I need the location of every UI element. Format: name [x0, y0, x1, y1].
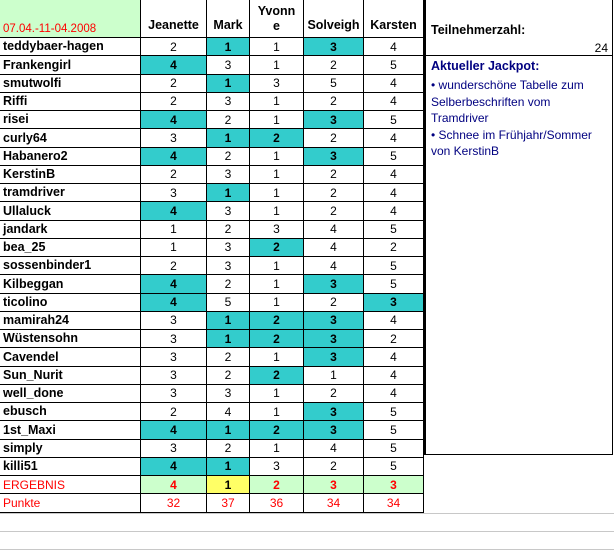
table-cell[interactable]: 5	[364, 458, 424, 476]
table-cell[interactable]: 1	[250, 184, 304, 202]
table-cell[interactable]: 4	[364, 348, 424, 366]
table-cell[interactable]: 2	[304, 294, 364, 312]
table-cell[interactable]: 2	[207, 367, 250, 385]
column-header-karsten[interactable]: Karsten	[364, 0, 424, 38]
table-cell[interactable]: 1	[250, 38, 304, 56]
table-cell[interactable]: 4	[141, 294, 207, 312]
table-cell[interactable]: 4	[364, 367, 424, 385]
punkte-cell[interactable]: 34	[304, 494, 364, 512]
jackpot-item: • Schnee im Frühjahr/Sommer von KerstinB	[431, 127, 592, 158]
table-cell[interactable]: 3	[141, 184, 207, 202]
table-cell[interactable]: 3	[207, 385, 250, 403]
table-cell[interactable]: 3	[304, 148, 364, 166]
table-cell[interactable]: 5	[207, 294, 250, 312]
table-cell[interactable]: 2	[141, 166, 207, 184]
table-cell[interactable]: 3	[207, 93, 250, 111]
table-cell[interactable]: 1	[250, 275, 304, 293]
punkte-cell[interactable]: 34	[364, 494, 424, 512]
table-cell[interactable]: 2	[207, 440, 250, 458]
table-cell[interactable]: 2	[304, 202, 364, 220]
column-header-yvonne[interactable]	[250, 0, 304, 38]
table-cell[interactable]: 5	[364, 111, 424, 129]
row-name[interactable]: Sun_Nurit	[0, 367, 141, 385]
table-cell[interactable]: 4	[207, 403, 250, 421]
table-cell[interactable]: 1	[250, 403, 304, 421]
row-name[interactable]: Habanero2	[0, 148, 141, 166]
table-cell[interactable]: 4	[141, 111, 207, 129]
table-cell[interactable]: 4	[364, 93, 424, 111]
table-cell[interactable]: 5	[364, 56, 424, 74]
table-cell[interactable]: 2	[304, 56, 364, 74]
punkte-cell[interactable]: 32	[141, 494, 207, 512]
info-panel	[424, 0, 613, 455]
table-cell[interactable]: 2	[207, 148, 250, 166]
table-cell[interactable]: 5	[364, 148, 424, 166]
table-cell[interactable]: 1	[250, 93, 304, 111]
table-cell[interactable]: 1	[250, 385, 304, 403]
table-cell[interactable]: 3	[141, 348, 207, 366]
table-cell[interactable]: 5	[364, 421, 424, 439]
punkte-cell[interactable]: 37	[207, 494, 250, 512]
table-cell[interactable]: 4	[304, 257, 364, 275]
table-cell[interactable]: 3	[304, 38, 364, 56]
table-cell[interactable]: 3	[141, 367, 207, 385]
table-cell[interactable]: 4	[141, 275, 207, 293]
table-cell[interactable]: 3	[250, 221, 304, 239]
table-cell[interactable]: 3	[304, 275, 364, 293]
table-cell[interactable]: 2	[250, 239, 304, 257]
row-name[interactable]: Ullaluck	[0, 202, 141, 220]
row-name[interactable]: mamirah24	[0, 312, 141, 330]
table-cell[interactable]: 2	[207, 221, 250, 239]
table-cell[interactable]: 3	[304, 312, 364, 330]
table-cell[interactable]: 1	[250, 111, 304, 129]
row-name[interactable]: Kilbeggan	[0, 275, 141, 293]
table-cell[interactable]: 2	[250, 312, 304, 330]
table-cell[interactable]: 1	[141, 221, 207, 239]
row-name[interactable]: jandark	[0, 221, 141, 239]
table-cell[interactable]: 2	[250, 421, 304, 439]
gridline	[0, 531, 614, 532]
table-cell[interactable]: 3	[250, 458, 304, 476]
table-cell[interactable]: 1	[250, 257, 304, 275]
ergebnis-label: ERGEBNIS	[0, 476, 141, 494]
table-cell[interactable]: 2	[141, 257, 207, 275]
table-cell[interactable]: 3	[141, 129, 207, 147]
table-cell[interactable]: 3	[304, 403, 364, 421]
table-cell[interactable]: 4	[141, 56, 207, 74]
table-cell[interactable]: 2	[207, 111, 250, 129]
table-cell[interactable]: 4	[141, 148, 207, 166]
table-cell[interactable]: 1	[250, 148, 304, 166]
teilnehmer-label: Teilnehmerzahl:	[431, 23, 526, 37]
table-cell[interactable]: 3	[207, 239, 250, 257]
ergebnis-cell[interactable]: 3	[304, 476, 364, 494]
table-cell[interactable]: 1	[207, 75, 250, 93]
table-cell[interactable]: 4	[364, 166, 424, 184]
table-cell[interactable]: 3	[250, 75, 304, 93]
table-cell[interactable]: 5	[364, 440, 424, 458]
row-name[interactable]: smutwolfi	[0, 75, 141, 93]
table-cell[interactable]: 1	[207, 184, 250, 202]
row-name[interactable]: well_done	[0, 385, 141, 403]
table-cell[interactable]: 2	[207, 275, 250, 293]
jackpot-label: Aktueller Jackpot:	[431, 59, 540, 73]
row-name[interactable]: tramdriver	[0, 184, 141, 202]
table-cell[interactable]: 3	[207, 56, 250, 74]
table-cell[interactable]: 4	[364, 38, 424, 56]
row-name[interactable]: risei	[0, 111, 141, 129]
column-header-mark[interactable]: Mark	[207, 0, 250, 38]
table-cell[interactable]: 2	[304, 129, 364, 147]
table-cell[interactable]: 2	[304, 93, 364, 111]
table-cell[interactable]: 4	[141, 202, 207, 220]
row-name[interactable]: ebusch	[0, 403, 141, 421]
column-header-yvonne-line2: e	[273, 18, 280, 33]
table-cell[interactable]: 1	[207, 330, 250, 348]
table-cell[interactable]: 4	[304, 440, 364, 458]
row-name[interactable]: Riffi	[0, 93, 141, 111]
ergebnis-cell[interactable]: 1	[207, 476, 250, 494]
table-cell[interactable]: 1	[250, 294, 304, 312]
table-cell[interactable]: 3	[141, 312, 207, 330]
table-cell[interactable]: 2	[250, 129, 304, 147]
table-cell[interactable]: 3	[364, 294, 424, 312]
table-cell[interactable]: 3	[304, 330, 364, 348]
column-header-jeanette[interactable]: Jeanette	[141, 0, 207, 38]
table-cell[interactable]: 2	[250, 367, 304, 385]
row-name[interactable]: Frankengirl	[0, 56, 141, 74]
row-name[interactable]: Wüstensohn	[0, 330, 141, 348]
table-cell[interactable]: 2	[364, 239, 424, 257]
table-cell[interactable]: 3	[141, 440, 207, 458]
table-cell[interactable]: 1	[250, 348, 304, 366]
row-name[interactable]: killi51	[0, 458, 141, 476]
table-cell[interactable]: 3	[304, 111, 364, 129]
table-cell[interactable]: 2	[304, 184, 364, 202]
jackpot-item: • wunderschöne Tabelle zum Selberbeschriften vom Tramdriver	[431, 78, 584, 125]
row-name[interactable]: simply	[0, 440, 141, 458]
table-cell[interactable]: 2	[304, 458, 364, 476]
row-name[interactable]: KerstinB	[0, 166, 141, 184]
ergebnis-cell[interactable]: 2	[250, 476, 304, 494]
punkte-label: Punkte	[0, 494, 141, 512]
table-cell[interactable]: 3	[141, 385, 207, 403]
table-cell[interactable]: 2	[250, 330, 304, 348]
table-cell[interactable]: 1	[207, 312, 250, 330]
table-cell[interactable]: 2	[207, 348, 250, 366]
table-cell[interactable]: 3	[304, 348, 364, 366]
row-name[interactable]: 1st_Maxi	[0, 421, 141, 439]
row-name[interactable]: teddybaer-hagen	[0, 38, 141, 56]
table-cell[interactable]: 1	[304, 367, 364, 385]
table-cell[interactable]: 4	[141, 458, 207, 476]
table-cell[interactable]: 4	[364, 184, 424, 202]
column-header-yvonne-line1: Yvonn	[257, 3, 296, 18]
table-cell[interactable]: 4	[364, 385, 424, 403]
table-cell[interactable]: 2	[141, 403, 207, 421]
teilnehmer-value[interactable]: 24	[594, 41, 608, 55]
date-range-cell[interactable]: 07.04.-11-04.2008	[0, 0, 141, 38]
ergebnis-cell[interactable]: 4	[141, 476, 207, 494]
gridline	[0, 549, 614, 550]
table-cell[interactable]: 5	[304, 75, 364, 93]
jackpot-list	[431, 77, 611, 160]
row-name[interactable]: sossenbinder1	[0, 257, 141, 275]
table-cell[interactable]: 1	[207, 38, 250, 56]
table-cell[interactable]: 3	[207, 166, 250, 184]
row-name[interactable]: bea_25	[0, 239, 141, 257]
row-name[interactable]: curly64	[0, 129, 141, 147]
table-cell[interactable]: 4	[304, 239, 364, 257]
table-cell[interactable]: 5	[364, 403, 424, 421]
table-cell[interactable]: 3	[304, 421, 364, 439]
table-cell[interactable]: 1	[141, 239, 207, 257]
table-cell[interactable]: 1	[250, 440, 304, 458]
table-cell[interactable]: 1	[207, 458, 250, 476]
table-cell[interactable]: 5	[364, 257, 424, 275]
table-cell[interactable]: 3	[207, 257, 250, 275]
table-cell[interactable]: 1	[207, 421, 250, 439]
ergebnis-cell[interactable]: 3	[364, 476, 424, 494]
table-cell[interactable]: 2	[141, 93, 207, 111]
table-cell[interactable]: 4	[141, 421, 207, 439]
table-cell[interactable]: 3	[141, 330, 207, 348]
table-cell[interactable]: 2	[304, 385, 364, 403]
column-header-solveigh[interactable]: Solveigh	[304, 0, 364, 38]
table-cell[interactable]: 3	[207, 202, 250, 220]
table-cell[interactable]: 5	[364, 275, 424, 293]
table-cell[interactable]: 4	[364, 75, 424, 93]
table-cell[interactable]: 4	[364, 312, 424, 330]
table-cell[interactable]: 2	[304, 166, 364, 184]
table-cell[interactable]: 4	[364, 202, 424, 220]
table-cell[interactable]: 1	[207, 129, 250, 147]
table-cell[interactable]: 4	[364, 129, 424, 147]
table-cell[interactable]: 2	[141, 75, 207, 93]
table-cell[interactable]: 2	[141, 38, 207, 56]
table-cell[interactable]: 2	[364, 330, 424, 348]
gridline	[0, 513, 614, 514]
table-cell[interactable]: 1	[250, 166, 304, 184]
table-cell[interactable]: 4	[304, 221, 364, 239]
row-name[interactable]: Cavendel	[0, 348, 141, 366]
table-cell[interactable]: 5	[364, 221, 424, 239]
row-name[interactable]: ticolino	[0, 294, 141, 312]
table-cell[interactable]: 1	[250, 202, 304, 220]
punkte-cell[interactable]: 36	[250, 494, 304, 512]
table-cell[interactable]: 1	[250, 56, 304, 74]
